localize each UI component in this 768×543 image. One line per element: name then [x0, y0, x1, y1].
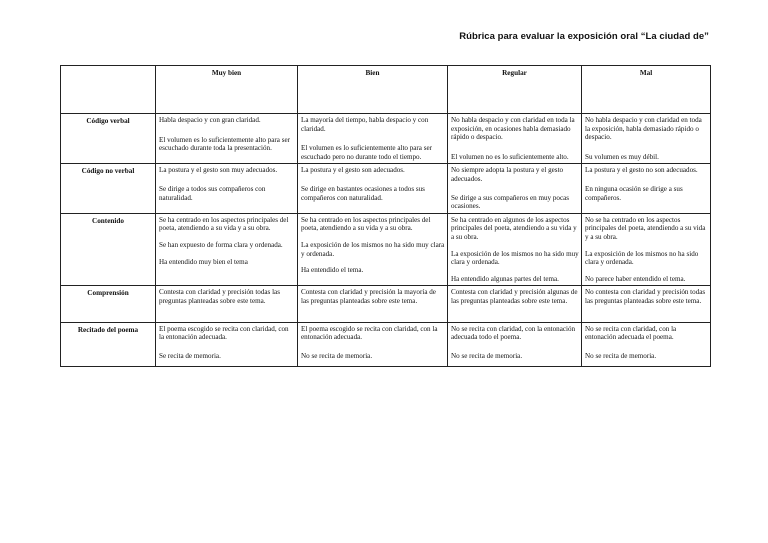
criterion-codigo-verbal: Código verbal	[61, 114, 156, 164]
cell-text: No se recita con claridad, con la entonación adecuada todo el poema.	[451, 324, 576, 342]
cell-text: Se han expuesto de forma clara y ordenada.	[159, 240, 283, 249]
cell-text: No siempre adopta la postura y el gesto adecuados.	[451, 166, 564, 183]
cell-text: Se dirige a sus compañeros en muy pocas ocasiones.	[451, 193, 570, 211]
criterion-comprension: Comprensión	[61, 286, 156, 322]
cell-text: La postura y el gesto son muy adecuados.	[159, 166, 278, 175]
cell-text: Ha entendido el tema.	[301, 266, 364, 275]
cell-mal	[582, 164, 711, 213]
table-row	[61, 213, 711, 286]
header-row	[61, 66, 711, 114]
cell-text: Se ha centrado en los aspectos principales del poeta, atendiendo a su vida y a su obra.	[159, 215, 289, 233]
cell-text: La postura y el gesto no son adecuados.	[585, 166, 698, 175]
cell-text: Se dirige en bastantes ocasiones a todos sus compañeros con naturalidad.	[301, 184, 425, 202]
cell-text: Su volumen es muy débil.	[585, 152, 659, 161]
cell-text: No parece haber entendido el tema.	[585, 274, 686, 283]
cell-bien	[298, 164, 448, 213]
cell-text: La postura y el gesto son adecuados.	[301, 166, 405, 175]
cell-text: El poema escogido se recita con claridad, con la entonación adecuada.	[301, 324, 438, 342]
cell-mal	[582, 213, 711, 286]
cell-text: No se recita con claridad, con la entonación adecuada el poema.	[585, 324, 677, 342]
cell-text: El volumen no es lo suficientemente alto.	[451, 152, 569, 161]
cell-muy-bien	[156, 114, 298, 164]
header-level-bien: Bien	[298, 66, 448, 114]
header-level-mal: Mal	[582, 66, 711, 114]
cell-bien	[298, 322, 448, 367]
cell-text: Se dirige a todos sus compañeros con naturalidad.	[159, 184, 266, 202]
cell-text: No se recita de memoria.	[301, 351, 373, 360]
cell-text: La mayoría del tiempo, habla despacio y con claridad.	[301, 116, 429, 133]
cell-text: No contesta con claridad y precisión todas las preguntas planteadas sobre este tema.	[585, 288, 706, 305]
criterion-contenido: Contenido	[61, 213, 156, 286]
cell-mal	[582, 286, 711, 322]
cell-mal	[582, 114, 711, 164]
cell-text: Contesta con claridad y precisión algunas de las preguntas planteadas sobre este tema.	[451, 288, 578, 305]
table-row	[61, 164, 711, 213]
cell-text: La exposición de los mismos no ha sido muy clara y ordenada.	[301, 240, 445, 258]
cell-muy-bien	[156, 322, 298, 367]
cell-bien	[298, 286, 448, 322]
header-level-regular: Regular	[448, 66, 582, 114]
cell-text: No se recita de memoria.	[585, 351, 657, 360]
cell-muy-bien	[156, 286, 298, 322]
cell-regular	[448, 164, 582, 213]
cell-text: La exposición de los mismos no ha sido muy clara y ordenada.	[451, 249, 579, 267]
cell-text: Contesta con claridad y precisión todas las preguntas planteadas sobre este tema.	[159, 288, 280, 305]
header-corner	[61, 66, 156, 114]
header-level-muy-bien: Muy bien	[156, 66, 298, 114]
cell-muy-bien	[156, 164, 298, 213]
cell-regular	[448, 286, 582, 322]
cell-text: No se recita de memoria.	[451, 351, 523, 360]
cell-text: El poema escogido se recita con claridad, con la entonación adecuada.	[159, 324, 289, 342]
cell-regular	[448, 114, 582, 164]
cell-regular	[448, 322, 582, 367]
cell-muy-bien	[156, 213, 298, 286]
cell-bien	[298, 114, 448, 164]
cell-text: Habla despacio y con gran claridad.	[159, 116, 261, 124]
cell-text: Se ha centrado en los aspectos principales del poeta, atendiendo a su vida y a su obra.	[301, 215, 431, 233]
cell-text: El volumen es lo suficientemente alto para ser escuchado pero no durante todo el tiempo.	[301, 144, 432, 161]
table-row	[61, 114, 711, 164]
cell-text: En ninguna ocasión se dirige a sus compañeros.	[585, 184, 683, 202]
cell-text: Contesta con claridad y precisión la mayoría de las preguntas planteadas sobre este tema.	[301, 288, 436, 305]
cell-text: Se recita de memoria.	[159, 351, 221, 360]
table-row	[61, 322, 711, 367]
rubric-table	[60, 65, 711, 367]
cell-regular	[448, 213, 582, 286]
cell-mal	[582, 322, 711, 367]
cell-text: No se ha centrado en los aspectos principales del poeta, atendiendo a su vida y a su obra.	[585, 215, 706, 241]
document-title: Rúbrica para evaluar la exposición oral “La ciudad de”	[459, 31, 709, 42]
criterion-codigo-no-verbal: Código no verbal	[61, 164, 156, 213]
cell-text: No habla despacio y con claridad en toda la exposición, en ocasiones habla demasiado rápido o despacio.	[451, 116, 575, 142]
cell-text: Se ha centrado en algunos de los aspectos principales del poeta, atendiendo a su vida y a su obra.	[451, 215, 577, 241]
cell-text: No habla despacio y con claridad en toda la exposición, habla demasiado rápido o despacio.	[585, 116, 702, 142]
cell-text: La exposición de los mismos no ha sido clara y ordenada.	[585, 249, 699, 267]
cell-text: Ha entendido muy bien el tema	[159, 257, 248, 266]
cell-text: Ha entendido algunas partes del tema.	[451, 274, 559, 283]
criterion-recitado-del-poema: Recitado del poema	[61, 322, 156, 367]
cell-bien	[298, 213, 448, 286]
table-row	[61, 286, 711, 322]
cell-text: El volumen es lo suficientemente alto para ser escuchado durante toda la presentación.	[159, 135, 290, 153]
